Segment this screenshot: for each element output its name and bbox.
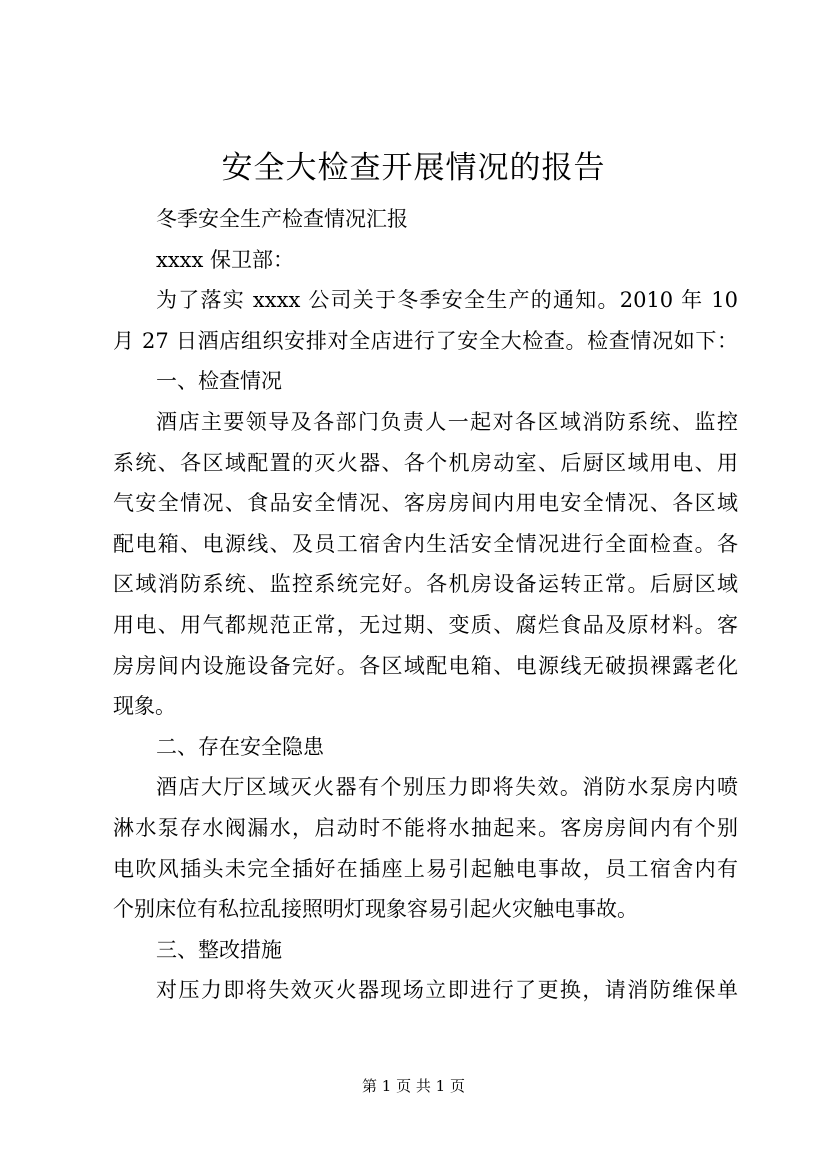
text-line: 现象。 (113, 694, 176, 719)
document-body (113, 199, 738, 1011)
text-line: 电吹风插头未完全插好在插座上易引起触电事故，员工宿舍内有 (113, 856, 738, 881)
text-line: 冬季安全生产检查情况汇报 (156, 207, 408, 231)
page-footer: 第 1 页 共 1 页 (362, 1077, 465, 1095)
text-line: 房房间内设施设备完好。各区域配电箱、电源线无破损裸露老化 (113, 653, 738, 678)
text-line: 用电、用气都规范正常，无过期、变质、腐烂食品及原材料。客 (113, 612, 738, 637)
text-line: 一、检查情况 (156, 369, 282, 394)
document-title: 安全大检查开展情况的报告 (221, 150, 606, 186)
text-line: 区域消防系统、监控系统完好。各机房设备运转正常。后厨区域 (113, 572, 738, 597)
text-line: 为了落实 xxxx 公司关于冬季安全生产的通知。2010 年 10 (156, 288, 738, 313)
text-line: 气安全情况、食品安全情况、客房房间内用电安全情况、各区域 (113, 491, 738, 516)
text-line: 淋水泵存水阀漏水，启动时不能将水抽起来。客房房间内有个别 (113, 815, 738, 840)
text-line: 月 27 日酒店组织安排对全店进行了安全大检查。检查情况如下： (113, 328, 738, 353)
text-line: xxxx 保卫部： (156, 247, 295, 272)
text-line: 酒店大厅区域灭火器有个别压力即将失效。消防水泵房内喷 (156, 775, 738, 800)
text-line: 个别床位有私拉乱接照明灯现象容易引起火灾触电事故。 (113, 897, 638, 922)
text-line: 对压力即将失效灭火器现场立即进行了更换，请消防维保单 (156, 978, 738, 1003)
text-line: 三、整改措施 (156, 937, 282, 962)
text-line: 配电箱、电源线、及员工宿舍内生活安全情况进行全面检查。各 (113, 531, 738, 556)
text-line: 系统、各区域配置的灭火器、各个机房动室、后厨区域用电、用 (113, 450, 738, 475)
text-line: 二、存在安全隐患 (156, 734, 324, 759)
text-line: 酒店主要领导及各部门负责人一起对各区域消防系统、监控 (156, 409, 738, 434)
